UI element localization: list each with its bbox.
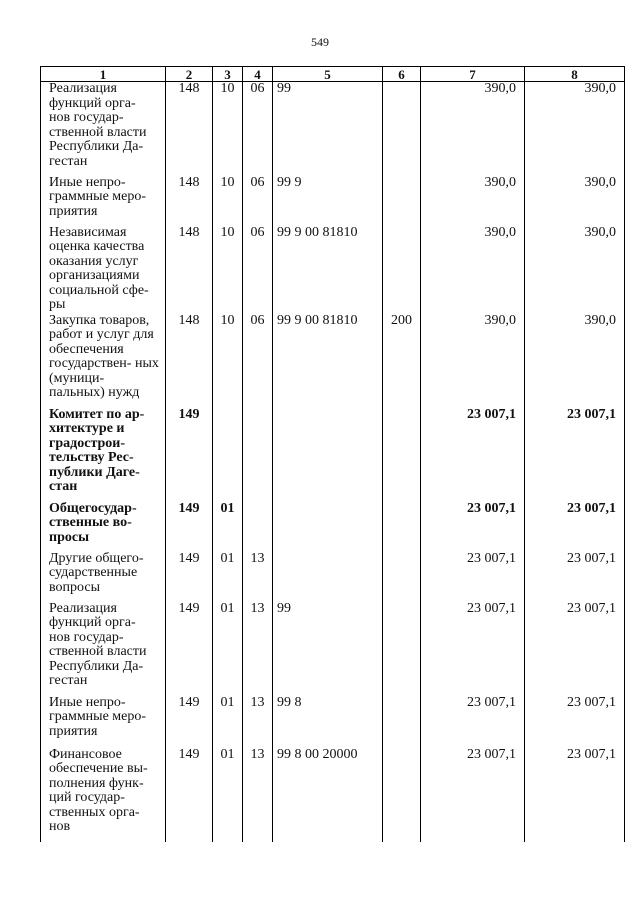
col-header-2: 2 bbox=[166, 67, 213, 82]
table-body bbox=[41, 82, 625, 842]
expense-type-cell bbox=[383, 176, 421, 226]
amount-col8-cell: 23 007,1 bbox=[525, 696, 625, 748]
target-article-cell bbox=[273, 502, 383, 552]
subsection-cell: 13 bbox=[243, 696, 273, 748]
expense-type-cell bbox=[383, 748, 421, 842]
target-article-cell bbox=[273, 552, 383, 602]
expense-type-cell bbox=[383, 602, 421, 696]
code-admin-cell: 148 bbox=[166, 314, 213, 408]
col-header-4: 4 bbox=[243, 67, 273, 82]
amount-col7-cell: 23 007,1 bbox=[421, 408, 525, 502]
row-name-cell bbox=[41, 314, 166, 408]
row-name-text: Иные непро- граммные меро- приятия bbox=[49, 174, 147, 219]
section-cell: 10 bbox=[213, 82, 243, 176]
expense-type-cell: 200 bbox=[383, 314, 421, 408]
table-row bbox=[41, 314, 625, 408]
amount-col8-cell: 390,0 bbox=[525, 176, 625, 226]
amount-col8-cell: 390,0 bbox=[525, 314, 625, 408]
code-admin-cell: 149 bbox=[166, 748, 213, 842]
col-header-3: 3 bbox=[213, 67, 243, 82]
expense-type-cell bbox=[383, 408, 421, 502]
subsection-cell: 13 bbox=[243, 552, 273, 602]
col-header-8: 8 bbox=[525, 67, 625, 82]
row-name-text: Реализация функций орга- нов государ- ственной власти Республики Да- гестан bbox=[49, 81, 147, 169]
table-row bbox=[41, 502, 625, 552]
amount-col7-cell: 390,0 bbox=[421, 226, 525, 314]
table-row bbox=[41, 748, 625, 842]
subsection-cell bbox=[243, 502, 273, 552]
amount-col7-cell: 390,0 bbox=[421, 314, 525, 408]
expense-type-cell bbox=[383, 226, 421, 314]
amount-col7-cell: 23 007,1 bbox=[421, 502, 525, 552]
table-row bbox=[41, 552, 625, 602]
budget-table bbox=[40, 66, 625, 842]
expense-type-cell bbox=[383, 552, 421, 602]
code-admin-cell: 149 bbox=[166, 602, 213, 696]
target-article-cell: 99 bbox=[273, 602, 383, 696]
subsection-cell bbox=[243, 408, 273, 502]
code-admin-cell: 149 bbox=[166, 696, 213, 748]
row-name-text: Финансовое обеспечение вы- полнения функ- ций государ- ственных орга- нов bbox=[49, 746, 148, 834]
row-name-text: Независимая оценка качества оказания услуг организациями социальной сфе- ры bbox=[49, 224, 149, 312]
row-name-cell bbox=[41, 748, 166, 842]
amount-col8-cell: 390,0 bbox=[525, 226, 625, 314]
amount-col8-cell: 23 007,1 bbox=[525, 502, 625, 552]
code-admin-cell: 148 bbox=[166, 176, 213, 226]
amount-col7-cell: 23 007,1 bbox=[421, 602, 525, 696]
section-cell: 01 bbox=[213, 602, 243, 696]
amount-col7-cell: 390,0 bbox=[421, 82, 525, 176]
row-name-text: Закупка товаров, работ и услуг для обеспечения государствен- ных (муници- пальных) нужд bbox=[49, 312, 159, 400]
code-admin-cell: 148 bbox=[166, 82, 213, 176]
code-admin-cell: 149 bbox=[166, 408, 213, 502]
target-article-cell: 99 9 bbox=[273, 176, 383, 226]
col-header-5: 5 bbox=[273, 67, 383, 82]
row-name-cell bbox=[41, 502, 166, 552]
amount-col8-cell: 23 007,1 bbox=[525, 552, 625, 602]
subsection-cell: 06 bbox=[243, 82, 273, 176]
row-name-cell bbox=[41, 408, 166, 502]
page-number: 549 bbox=[311, 35, 329, 49]
section-cell: 10 bbox=[213, 314, 243, 408]
expense-type-cell bbox=[383, 82, 421, 176]
row-name-text: Иные непро- граммные меро- приятия bbox=[49, 694, 147, 739]
target-article-cell: 99 9 00 81810 bbox=[273, 226, 383, 314]
target-article-cell: 99 9 00 81810 bbox=[273, 314, 383, 408]
budget-table-container bbox=[40, 66, 624, 836]
row-name-cell bbox=[41, 696, 166, 748]
subsection-cell: 13 bbox=[243, 748, 273, 842]
col-header-6: 6 bbox=[383, 67, 421, 82]
target-article-cell: 99 bbox=[273, 82, 383, 176]
section-cell: 01 bbox=[213, 696, 243, 748]
code-admin-cell: 148 bbox=[166, 226, 213, 314]
subsection-cell: 13 bbox=[243, 602, 273, 696]
subsection-cell: 06 bbox=[243, 226, 273, 314]
subsection-cell: 06 bbox=[243, 176, 273, 226]
row-name-text: Реализация функций орга- нов государ- ственной власти Республики Да- гестан bbox=[49, 600, 147, 688]
section-cell: 10 bbox=[213, 176, 243, 226]
amount-col8-cell: 23 007,1 bbox=[525, 602, 625, 696]
amount-col7-cell: 23 007,1 bbox=[421, 552, 525, 602]
row-name-cell bbox=[41, 552, 166, 602]
table-row bbox=[41, 408, 625, 502]
row-name-text: Другие общего- сударственные вопросы bbox=[49, 550, 144, 595]
target-article-cell bbox=[273, 408, 383, 502]
row-name-cell bbox=[41, 82, 166, 176]
target-article-cell: 99 8 00 20000 bbox=[273, 748, 383, 842]
expense-type-cell bbox=[383, 696, 421, 748]
code-admin-cell: 149 bbox=[166, 552, 213, 602]
table-row bbox=[41, 696, 625, 748]
row-name-text: Общегосудар- ственные во- просы bbox=[49, 500, 137, 545]
table-row bbox=[41, 226, 625, 314]
table-row bbox=[41, 602, 625, 696]
section-cell: 01 bbox=[213, 502, 243, 552]
amount-col8-cell: 23 007,1 bbox=[525, 408, 625, 502]
subsection-cell: 06 bbox=[243, 314, 273, 408]
col-header-1: 1 bbox=[41, 67, 166, 82]
row-name-cell bbox=[41, 176, 166, 226]
table-row bbox=[41, 82, 625, 176]
col-header-7: 7 bbox=[421, 67, 525, 82]
code-admin-cell: 149 bbox=[166, 502, 213, 552]
row-name-cell bbox=[41, 226, 166, 314]
section-cell: 01 bbox=[213, 552, 243, 602]
row-name-cell bbox=[41, 602, 166, 696]
amount-col7-cell: 390,0 bbox=[421, 176, 525, 226]
amount-col7-cell: 23 007,1 bbox=[421, 748, 525, 842]
target-article-cell: 99 8 bbox=[273, 696, 383, 748]
expense-type-cell bbox=[383, 502, 421, 552]
section-cell bbox=[213, 408, 243, 502]
section-cell: 10 bbox=[213, 226, 243, 314]
amount-col7-cell: 23 007,1 bbox=[421, 696, 525, 748]
amount-col8-cell: 23 007,1 bbox=[525, 748, 625, 842]
table-row bbox=[41, 176, 625, 226]
amount-col8-cell: 390,0 bbox=[525, 82, 625, 176]
section-cell: 01 bbox=[213, 748, 243, 842]
row-name-text: Комитет по ар- хитектуре и градострои- тельству Рес- публики Даге- стан bbox=[49, 406, 145, 494]
header-row bbox=[41, 67, 625, 82]
